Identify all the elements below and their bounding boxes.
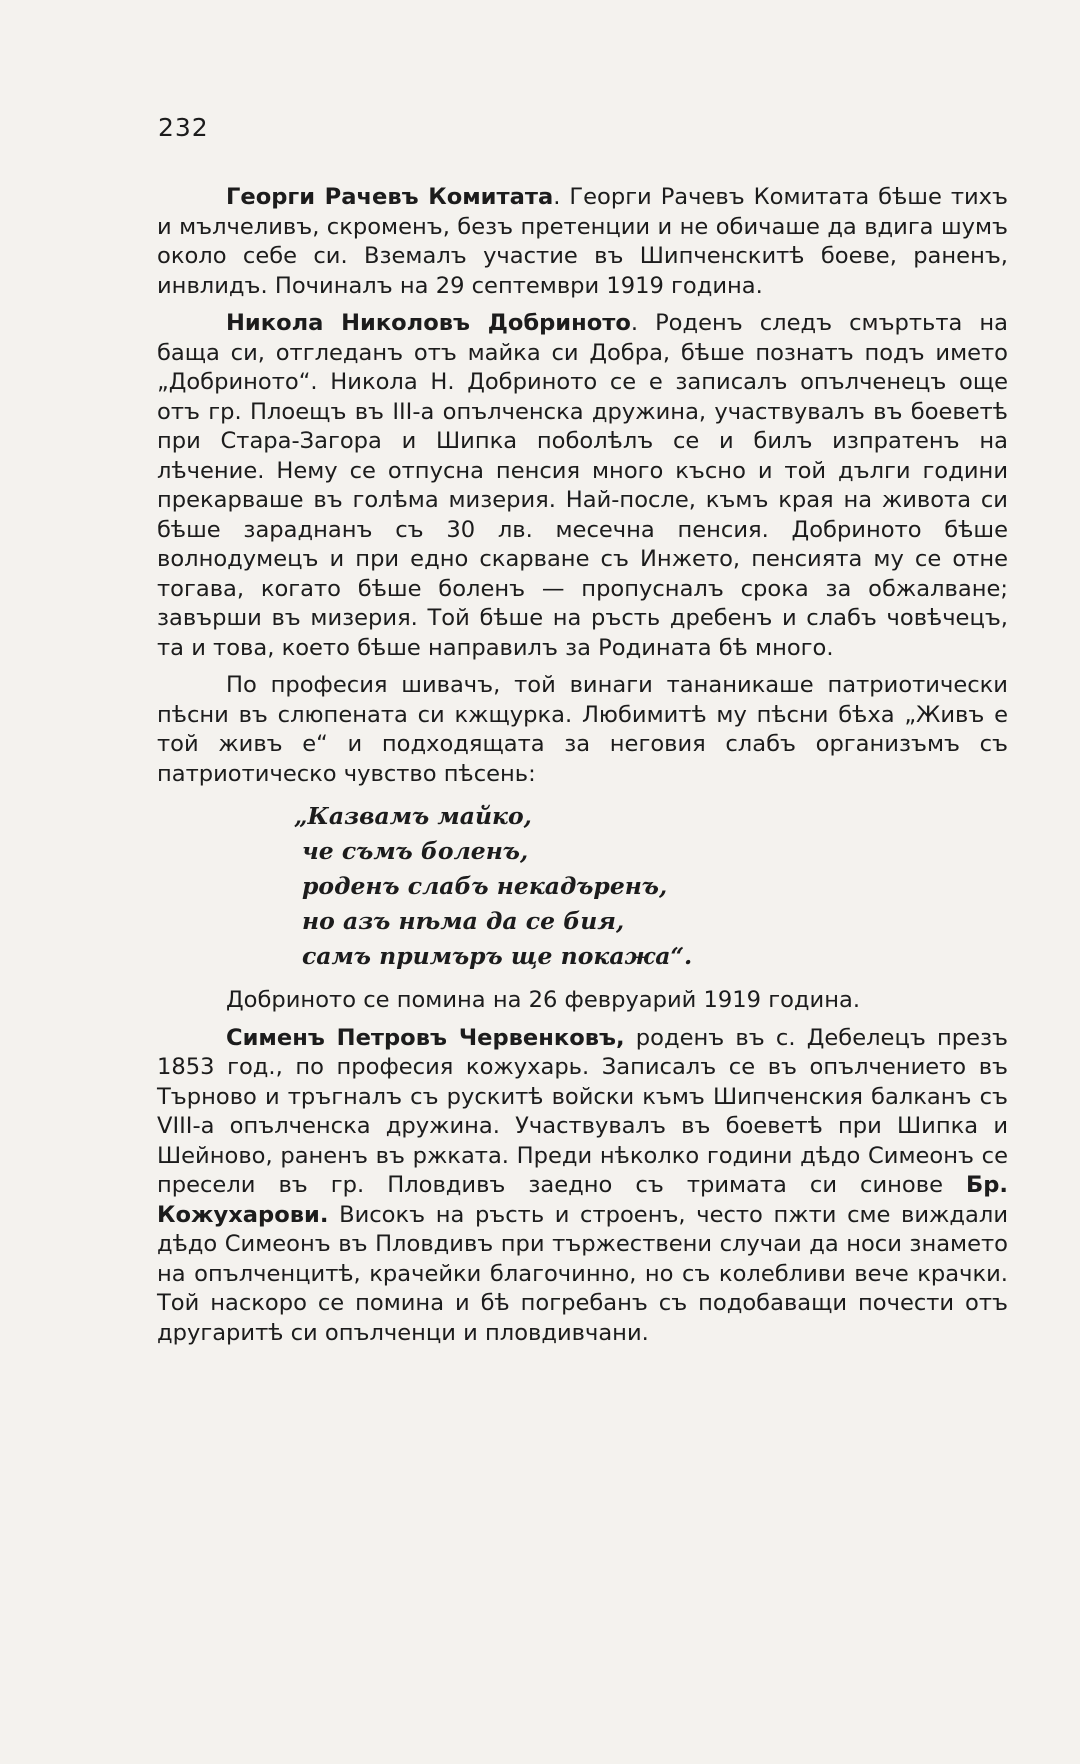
poem-line: но азъ нѣма да се бия,: [302, 907, 625, 935]
entry-heading: Сименъ Петровъ Червенковъ,: [226, 1024, 625, 1051]
entry-paragraph: [157, 1024, 1008, 1349]
poem-quote: [294, 799, 1008, 974]
poem-line: самъ примъръ ще покажа“.: [302, 942, 693, 970]
entry-paragraph: Никола Николовъ Добриното. Роденъ следъ смъртьта на баща си, отгледанъ отъ майка си Добра, бѣше познатъ подъ името „Добриното“. Никола Н. Добриното се е записалъ опълченецъ още отъ гр. Плоещъ въ III-а опълченска дружина, участвувалъ въ боеветѣ при Стара-Загора и Шипка поболѣлъ се и билъ изпратенъ на лѣчение. Нему се отпусна пенсия много късно и той дълги години прекарваше въ голѣма мизерия. Най-после, къмъ края на живота си бѣше зараднанъ съ 30 лв. месечна пенсия. Добриното бѣше волнодумецъ и при едно скарване съ Инжето, пенсията му се отне тогава, когато бѣше боленъ — пропусналъ срока за обжалване; завърши въ мизерия. Той бѣше на ръсть дребенъ и слабъ човѣчецъ, та и това, което бѣше направилъ за Родината бѣ много.: [157, 310, 1008, 661]
entry-heading: Георги Рачевъ Комитата: [226, 184, 554, 210]
entry-text: Добриното се помина на 26 февруарий 1919 година.: [226, 987, 861, 1013]
poem-line: роденъ слабъ некадъренъ,: [302, 872, 668, 900]
entry-text: Високъ на ръсть и строенъ, често пжти сме виждали дѣдо Симеонъ въ Пловдивъ при тържествени случаи да носи знамето на опълченцитѣ, крачейки благочинно, но съ колебливи вече крачки. Той наскоро се помина и бѣ погребанъ съ подобаващи почести отъ другаритѣ си опълченци и пловдивчани.: [157, 1201, 1008, 1346]
entry-closing: [157, 986, 1008, 1016]
article-body: [157, 183, 1008, 1356]
entry-text: роденъ въ с. Дебелецъ презъ 1853 год., по професия кожухарь. Записалъ се въ опълчението въ Търново и тръгналъ съ рускитѣ войски къмъ Шипченския балканъ съ VIII-а опълченска дружина. Участвувалъ въ боеветѣ при Шипка и Шейново, раненъ въ ржката. Преди нѣколко години дѣдо Симеонъ се пресели въ гр. Пловдивъ заедно съ тримата си синове: [157, 1024, 1008, 1198]
entry-paragraph: [157, 671, 1008, 789]
entry-text: Георги Рачевъ Комитата бѣше тихъ и мълчеливъ, скроменъ, безъ претенции и не обичаше да вдига шумъ около себе си. Вземалъ участие въ Шипченскитѣ боеве, раненъ, инвлидъ. Починалъ на 29 септември 1919 година.: [157, 184, 1008, 299]
entry-highlight: Бр. Кожухарови.: [157, 1172, 1008, 1228]
poem-line: че съмъ боленъ,: [302, 837, 529, 865]
entry-text: По професия шивачъ, той винаги тананикаше патриотически пѣсни въ слюпената си кжщурка. Любимитѣ му пѣсни бѣха „Живъ е той живъ е“ и подходящата за неговия слабъ организъмъ съ патриотическо чувство пѣсень:: [157, 672, 1008, 787]
page-number: 232: [158, 113, 209, 142]
entry-heading: Никола Николовъ Добриното: [226, 310, 631, 336]
entry-paragraph: Георги Рачевъ Комитата. Георги Рачевъ Комитата бѣше тихъ и мълчеливъ, скроменъ, безъ претенции и не обичаше да вдига шумъ около себе си. Вземалъ участие въ Шипченскитѣ боеве, раненъ, инвлидъ. Починалъ на 29 септември 1919 година.: [157, 184, 1008, 299]
entry-text: Роденъ следъ смъртьта на баща си, отгледанъ отъ майка си Добра, бѣше познатъ подъ името „Добриното“. Никола Н. Добриното се е записалъ опълченецъ още отъ гр. Плоещъ въ III-а опълченска дружина, участвувалъ въ боеветѣ при Стара-Загора и Шипка поболѣлъ се и билъ изпратенъ на лѣчение. Нему се отпусна пенсия много късно и той дълги години прекарваше въ голѣма мизерия. Най-после, къмъ края на живота си бѣше зараднанъ съ 30 лв. месечна пенсия. Добриното бѣше волнодумецъ и при едно скарване съ Инжето, пенсията му се отне тогава, когато бѣше боленъ — пропусналъ срока за обжалване; завърши въ мизерия. Той бѣше на ръсть дребенъ и слабъ човѣчецъ, та и това, което бѣше направилъ за Родината бѣ много.: [157, 310, 1008, 661]
poem-line: „Казвамъ майко,: [294, 802, 532, 830]
